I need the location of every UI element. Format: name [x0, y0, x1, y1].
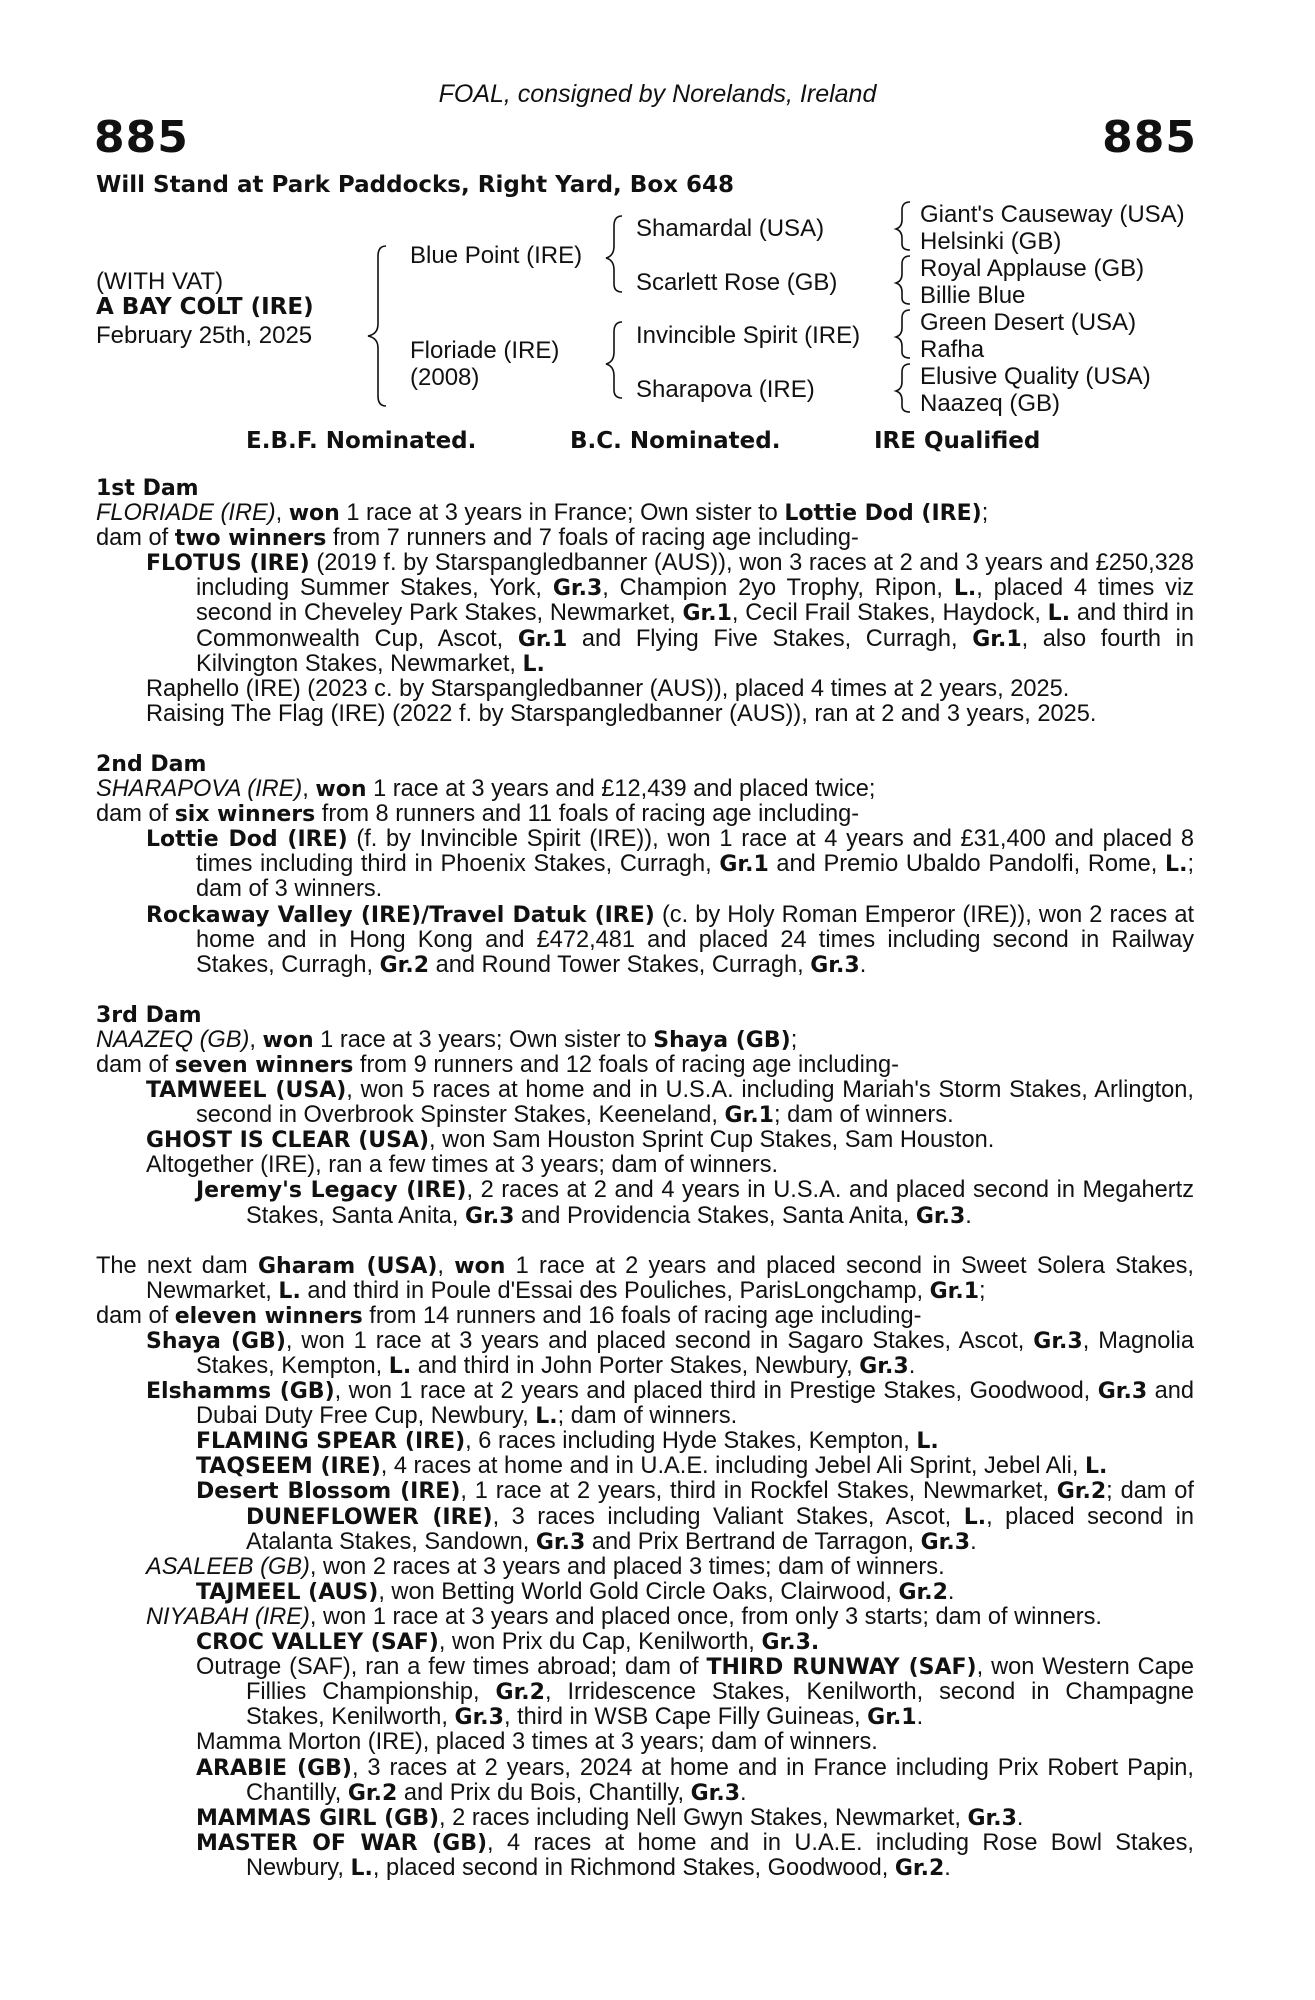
bold-run: won	[288, 501, 340, 527]
bold-run: eleven winners	[174, 1303, 363, 1329]
sire-sire: Shamardal (USA)	[636, 215, 825, 242]
record-paragraph	[96, 1831, 1194, 1881]
bold-run: Gr.3	[1033, 1328, 1083, 1354]
italic-run: NIYABAH (IRE)	[146, 1603, 310, 1630]
bold-run: Gr.3	[552, 576, 603, 602]
catalogue-body	[96, 476, 1194, 1881]
bold-run: L.	[522, 651, 545, 677]
bold-run: Gr.3	[690, 1780, 741, 1806]
record-paragraph	[96, 1254, 1194, 1304]
text-run: , 3 races including Valiant Stakes, Ascot,	[492, 1503, 964, 1530]
text-run: ,	[437, 1252, 455, 1279]
g3-ancestor: Elusive Quality (USA)	[920, 363, 1151, 390]
text-run: .	[1016, 1804, 1024, 1831]
bold-run: L.	[388, 1354, 412, 1379]
text-run: and Prix du Bois, Chantilly,	[397, 1779, 691, 1806]
bold-run: Gr.1	[972, 626, 1022, 652]
text-run: and third in John Porter Stakes, Newbury,	[411, 1353, 860, 1379]
g3-brace-3	[896, 310, 910, 358]
text-run: dam of	[96, 1051, 175, 1078]
bold-run: CROC VALLEY (SAF)	[196, 1630, 439, 1656]
text-run: from 9 runners and 12 foals of racing age including-	[353, 1051, 899, 1078]
text-run: (2019 f. by Starspangledbanner (AUS)), won 3 races at 2 and 3 years and £250,328 including Summer Stakes, York,	[196, 550, 1194, 602]
bold-run: Gr.3	[859, 1354, 909, 1379]
text-run: , 2 races including Nell Gwyn Stakes, Newmarket,	[439, 1804, 968, 1831]
text-run: dam of	[96, 801, 175, 828]
text-run: Altogether (IRE), ran a few times at 3 years; dam of winners.	[146, 1152, 779, 1179]
text-run: from 8 runners and 11 foals of racing age including-	[315, 801, 860, 828]
bold-run: L.	[350, 1855, 373, 1881]
sire-dam: Scarlett Rose (GB)	[636, 269, 838, 296]
bold-run: TAMWEEL (USA)	[146, 1078, 347, 1104]
text-run: .	[970, 1528, 977, 1555]
text-run: ;	[979, 1277, 986, 1304]
text-run: , Magnolia Stakes, Kempton,	[196, 1327, 1194, 1379]
g3-ancestor: Giant's Causeway (USA)	[920, 201, 1185, 228]
text-run: Raphello (IRE) (2023 c. by Starspangledbanner (AUS)), placed 4 times at 2 years, 2025.	[146, 675, 1070, 702]
text-run: and Premio Ubaldo Pandolfi, Rome,	[768, 851, 1166, 878]
bold-run: Gr.3	[967, 1805, 1017, 1831]
record-paragraph	[96, 677, 1194, 702]
record-paragraph	[96, 777, 1194, 802]
stand-location: Will Stand at Park Paddocks, Right Yard, Box 648	[96, 172, 734, 198]
section-gap	[96, 727, 1194, 752]
text-run: , Irridescence Stakes, Kenilworth, second in Champagne Stakes, Kenilworth,	[246, 1679, 1194, 1731]
vat-note: (WITH VAT)	[96, 268, 224, 295]
text-run: ; dam of 3 winners.	[196, 851, 1194, 903]
horse-name: A BAY COLT (IRE)	[96, 294, 314, 320]
g3-ancestor: Billie Blue	[920, 282, 1026, 309]
lot-number-right: 885	[1102, 112, 1197, 163]
text-run: ,	[249, 1026, 263, 1053]
record-paragraph	[96, 1153, 1194, 1178]
g3-brace-1	[896, 202, 910, 250]
bold-run: Gr.2	[898, 1579, 948, 1605]
record-paragraph	[96, 1806, 1194, 1831]
text-run: dam of	[96, 1302, 175, 1329]
text-run: .	[947, 1578, 955, 1605]
g3-ancestor: Naazeq (GB)	[920, 390, 1061, 417]
italic-run: ASALEEB (GB)	[146, 1553, 310, 1580]
bold-run: Gr.1	[724, 1103, 774, 1129]
text-run: ;	[790, 1026, 798, 1053]
text-run: (c. by Holy Roman Emperor (IRE)), won 2 races at home and in Hong Kong and £472,481 and placed 24 times including second in Railway Stakes, Curragh,	[196, 901, 1195, 978]
bold-run: won	[315, 777, 367, 803]
dam-name: Floriade (IRE)	[410, 337, 560, 364]
bold-run: Elshamms (GB)	[146, 1379, 335, 1405]
section-heading: 3rd Dam	[96, 1002, 202, 1028]
text-run: ; dam of winners.	[773, 1102, 954, 1129]
record-paragraph	[96, 526, 1194, 551]
text-run: , won Sam Houston Sprint Cup Stakes, Sam Houston.	[429, 1127, 995, 1154]
dam-dam: Sharapova (IRE)	[636, 376, 815, 403]
text-run: , won Prix du Cap, Kenilworth,	[438, 1629, 762, 1656]
bold-run: GHOST IS CLEAR (USA)	[146, 1128, 430, 1154]
text-run: The next dam	[96, 1252, 258, 1279]
text-run: , won Western Cape Fillies Championship,	[246, 1654, 1194, 1706]
section-heading: 1st Dam	[96, 476, 199, 501]
bold-run: FLOTUS (IRE)	[146, 551, 310, 577]
bold-run: ARABIE (GB)	[196, 1755, 352, 1781]
dam-sire: Invincible Spirit (IRE)	[636, 322, 861, 349]
bold-run: L.	[535, 1404, 558, 1430]
g3-ancestor: Green Desert (USA)	[920, 309, 1137, 336]
bold-run: Gr.1	[719, 852, 769, 878]
section-gap	[96, 1229, 1194, 1254]
record-paragraph	[96, 1379, 1194, 1429]
text-run: dam of	[96, 525, 175, 552]
record-paragraph	[96, 702, 1194, 727]
bold-run: six winners	[174, 802, 316, 828]
bold-run: Gr.2	[894, 1855, 945, 1881]
text-run: .	[965, 1202, 972, 1229]
bold-run: L.	[953, 576, 977, 602]
record-paragraph	[96, 551, 1194, 676]
bold-run: Gr.3	[535, 1529, 586, 1555]
text-run: (f. by Invincible Spirit (IRE)), won 1 race at 4 years and £31,400 and placed 8 times including third in Phoenix Stakes, Curragh,	[196, 826, 1194, 878]
bold-run: Jeremy's Legacy (IRE)	[196, 1178, 467, 1204]
bold-run: Gr.3.	[761, 1630, 820, 1656]
section-heading: 2nd Dam	[96, 751, 207, 777]
consignment-title: FOAL, consigned by Norelands, Ireland	[438, 80, 877, 108]
text-run: , 1 race at 2 years, third in Rockfel Stakes, Newmarket,	[460, 1478, 1057, 1505]
record-paragraph	[96, 1655, 1194, 1730]
text-run: from 14 runners and 16 foals of racing age including-	[362, 1302, 922, 1329]
text-run: , 2 races at 2 and 4 years in U.S.A. and placed second in Megahertz Stakes, Santa Anita,	[246, 1177, 1194, 1229]
text-run: Raising The Flag (IRE) (2022 f. by Starspangledbanner (AUS)), ran at 2 and 3 years, 2025.	[146, 700, 1097, 727]
text-run: , won 1 race at 3 years and placed second in Sagaro Stakes, Ascot,	[285, 1327, 1034, 1354]
record-paragraph	[96, 1555, 1194, 1580]
record-paragraph	[96, 1078, 1194, 1128]
bold-run: Gr.3	[465, 1203, 515, 1229]
record-paragraph	[96, 1756, 1194, 1806]
text-run: and Flying Five Stakes, Curragh,	[567, 625, 973, 652]
italic-run: FLORIADE (IRE)	[96, 500, 276, 527]
text-run: 1 race at 3 years in France; Own sister to	[339, 500, 785, 527]
text-run: Mamma Morton (IRE), placed 3 times at 3 years; dam of winners.	[196, 1729, 878, 1756]
bc-nomination: B.C. Nominated.	[570, 428, 781, 454]
record-paragraph	[96, 501, 1194, 526]
bold-run: Gr.2	[379, 952, 430, 978]
text-run: ,	[275, 500, 289, 527]
bold-run: Gr.3	[810, 952, 860, 978]
text-run: , Champion 2yo Trophy, Ripon,	[602, 575, 954, 602]
text-run: 1 race at 2 years and placed second in Sweet Solera Stakes, Newmarket,	[146, 1252, 1194, 1304]
text-run: 1 race at 3 years and £12,439 and placed twice;	[366, 776, 876, 803]
g3-brace-4	[896, 364, 910, 412]
text-run: , 4 races at home and in U.A.E. including Jebel Ali Sprint, Jebel Ali,	[380, 1453, 1086, 1480]
bold-run: Lottie Dod (IRE)	[784, 501, 982, 527]
bold-run: Gr.1	[867, 1705, 917, 1731]
text-run: and Dubai Duty Free Cup, Newbury,	[196, 1378, 1194, 1430]
text-run: , won Betting World Gold Circle Oaks, Clairwood,	[378, 1578, 899, 1605]
ire-qualified: IRE Qualified	[874, 428, 1041, 454]
bold-run: Rockaway Valley (IRE)/Travel Datuk (IRE)	[146, 902, 655, 928]
bold-run: Gharam (USA)	[257, 1253, 438, 1279]
text-run: , placed 4 times viz second in Cheveley Park Stakes, Newmarket,	[196, 575, 1195, 627]
g3-ancestor: Rafha	[920, 336, 985, 363]
bold-run: won	[262, 1027, 314, 1053]
bold-run: Desert Blossom (IRE)	[196, 1479, 461, 1505]
text-run: , 6 races including Hyde Stakes, Kempton,	[465, 1428, 917, 1455]
text-run: , won 1 race at 2 years and placed third in Prestige Stakes, Goodwood,	[334, 1378, 1098, 1405]
bold-run: L.	[1085, 1454, 1108, 1480]
italic-run: SHARAPOVA (IRE)	[96, 776, 303, 803]
text-run: ;	[981, 500, 989, 527]
text-run: and Providencia Stakes, Santa Anita,	[514, 1202, 916, 1229]
text-run: 1 race at 3 years; Own sister to	[313, 1026, 654, 1053]
record-paragraph	[96, 1028, 1194, 1053]
bold-run: THIRD RUNWAY (SAF)	[706, 1655, 977, 1681]
record-paragraph	[96, 1304, 1194, 1329]
bold-run: FLAMING SPEAR (IRE)	[196, 1429, 466, 1455]
record-paragraph	[96, 1329, 1194, 1379]
text-run: , 3 races at 2 years, 2024 at home and in France including Prix Robert Papin, Chantilly,	[246, 1754, 1194, 1806]
text-run: and third in Poule d'Essai des Pouliches, ParisLongchamp,	[300, 1277, 930, 1304]
record-paragraph	[96, 827, 1194, 902]
text-run: , 4 races at home and in U.A.E. including Rose Bowl Stakes, Newbury,	[246, 1829, 1194, 1881]
text-run: .	[859, 951, 867, 978]
text-run: .	[908, 1353, 916, 1379]
bold-run: MASTER OF WAR (GB)	[196, 1830, 488, 1856]
text-run: and Prix Bertrand de Tarragon,	[585, 1528, 921, 1555]
bold-run: L.	[278, 1278, 301, 1304]
text-run: and third in Commonwealth Cup, Ascot,	[196, 600, 1194, 652]
bold-run: Gr.3	[1097, 1379, 1148, 1405]
text-run: ; dam of winners.	[557, 1403, 738, 1430]
bold-run: L.	[963, 1504, 987, 1530]
g3-ancestor: Royal Applause (GB)	[920, 255, 1145, 282]
text-run: ; dam of	[1106, 1478, 1194, 1505]
text-run: , placed second in Atalanta Stakes, Sandown,	[246, 1503, 1194, 1555]
text-run: .	[916, 1704, 924, 1731]
record-paragraph	[96, 1053, 1194, 1078]
dam-year: (2008)	[410, 364, 480, 391]
text-run: , placed second in Richmond Stakes, Goodwood,	[372, 1854, 895, 1881]
text-run: , won 1 race at 3 years and placed once, from only 3 starts; dam of winners.	[309, 1603, 1102, 1630]
text-run: from 7 runners and 7 foals of racing age including-	[326, 525, 859, 552]
record-paragraph	[96, 1128, 1194, 1153]
bold-run: Shaya (GB)	[146, 1328, 286, 1354]
text-run: .	[944, 1854, 951, 1881]
bold-run: L.	[1165, 852, 1188, 878]
bold-run: L.	[1047, 601, 1071, 627]
bold-run: MAMMAS GIRL (GB)	[196, 1805, 440, 1831]
bold-run: Gr.1	[682, 601, 732, 627]
bold-run: Gr.1	[929, 1278, 980, 1304]
record-paragraph	[96, 802, 1194, 827]
text-run: , Cecil Frail Stakes, Haydock,	[731, 600, 1048, 627]
text-run: ,	[302, 776, 316, 803]
bold-run: Shaya (GB)	[653, 1027, 791, 1053]
text-run: Outrage (SAF), ran a few times abroad; dam of	[196, 1654, 707, 1681]
bold-run: TAJMEEL (AUS)	[196, 1579, 379, 1605]
record-paragraph	[96, 1605, 1194, 1630]
section-gap	[96, 978, 1194, 1003]
g3-brace-2	[896, 256, 910, 304]
text-run: .	[740, 1779, 747, 1806]
bold-run: Lottie Dod (IRE)	[146, 827, 348, 853]
record-paragraph	[96, 1429, 1194, 1454]
text-run: , won 2 races at 3 years and placed 3 times; dam of winners.	[309, 1553, 945, 1580]
bold-run: seven winners	[174, 1052, 354, 1078]
ebf-nomination: E.B.F. Nominated.	[246, 428, 477, 454]
record-paragraph	[96, 1730, 1194, 1755]
bold-run: DUNEFLOWER (IRE)	[246, 1504, 493, 1530]
record-paragraph	[96, 1630, 1194, 1655]
bold-run: two winners	[174, 526, 327, 552]
record-paragraph	[96, 1580, 1194, 1605]
bold-run: Gr.3	[920, 1529, 971, 1555]
g3-ancestor: Helsinki (GB)	[920, 228, 1062, 255]
text-run: , won 5 races at home and in U.S.A. including Mariah's Storm Stakes, Arlington, second in Overbrook Spinster Stakes, Keeneland,	[196, 1077, 1194, 1129]
bold-run: Gr.2	[347, 1780, 398, 1806]
record-paragraph	[96, 1454, 1194, 1479]
bold-run: Gr.2	[495, 1680, 545, 1706]
foaling-date: February 25th, 2025	[96, 322, 313, 349]
sire-brace	[606, 216, 622, 292]
text-run: and Round Tower Stakes, Curragh,	[429, 951, 811, 978]
text-run: , also fourth in Kilvington Stakes, Newmarket,	[196, 625, 1194, 677]
record-paragraph	[96, 1479, 1194, 1554]
bold-run: TAQSEEM (IRE)	[196, 1454, 381, 1480]
text-run: , third in WSB Cape Filly Guineas,	[503, 1704, 868, 1731]
lot-number-left: 885	[94, 112, 189, 163]
sire-name: Blue Point (IRE)	[410, 242, 583, 269]
record-paragraph	[96, 903, 1194, 978]
bold-run: Gr.2	[1056, 1479, 1107, 1505]
dam-brace	[606, 322, 622, 398]
bold-run: Gr.3	[454, 1705, 504, 1731]
record-paragraph	[96, 1178, 1194, 1228]
italic-run: NAAZEQ (GB)	[96, 1026, 250, 1053]
bold-run: Gr.3	[915, 1203, 966, 1229]
main-brace	[368, 246, 386, 406]
bold-run: Gr.1	[517, 626, 568, 652]
bold-run: won	[454, 1253, 506, 1279]
bold-run: L.	[916, 1429, 939, 1455]
